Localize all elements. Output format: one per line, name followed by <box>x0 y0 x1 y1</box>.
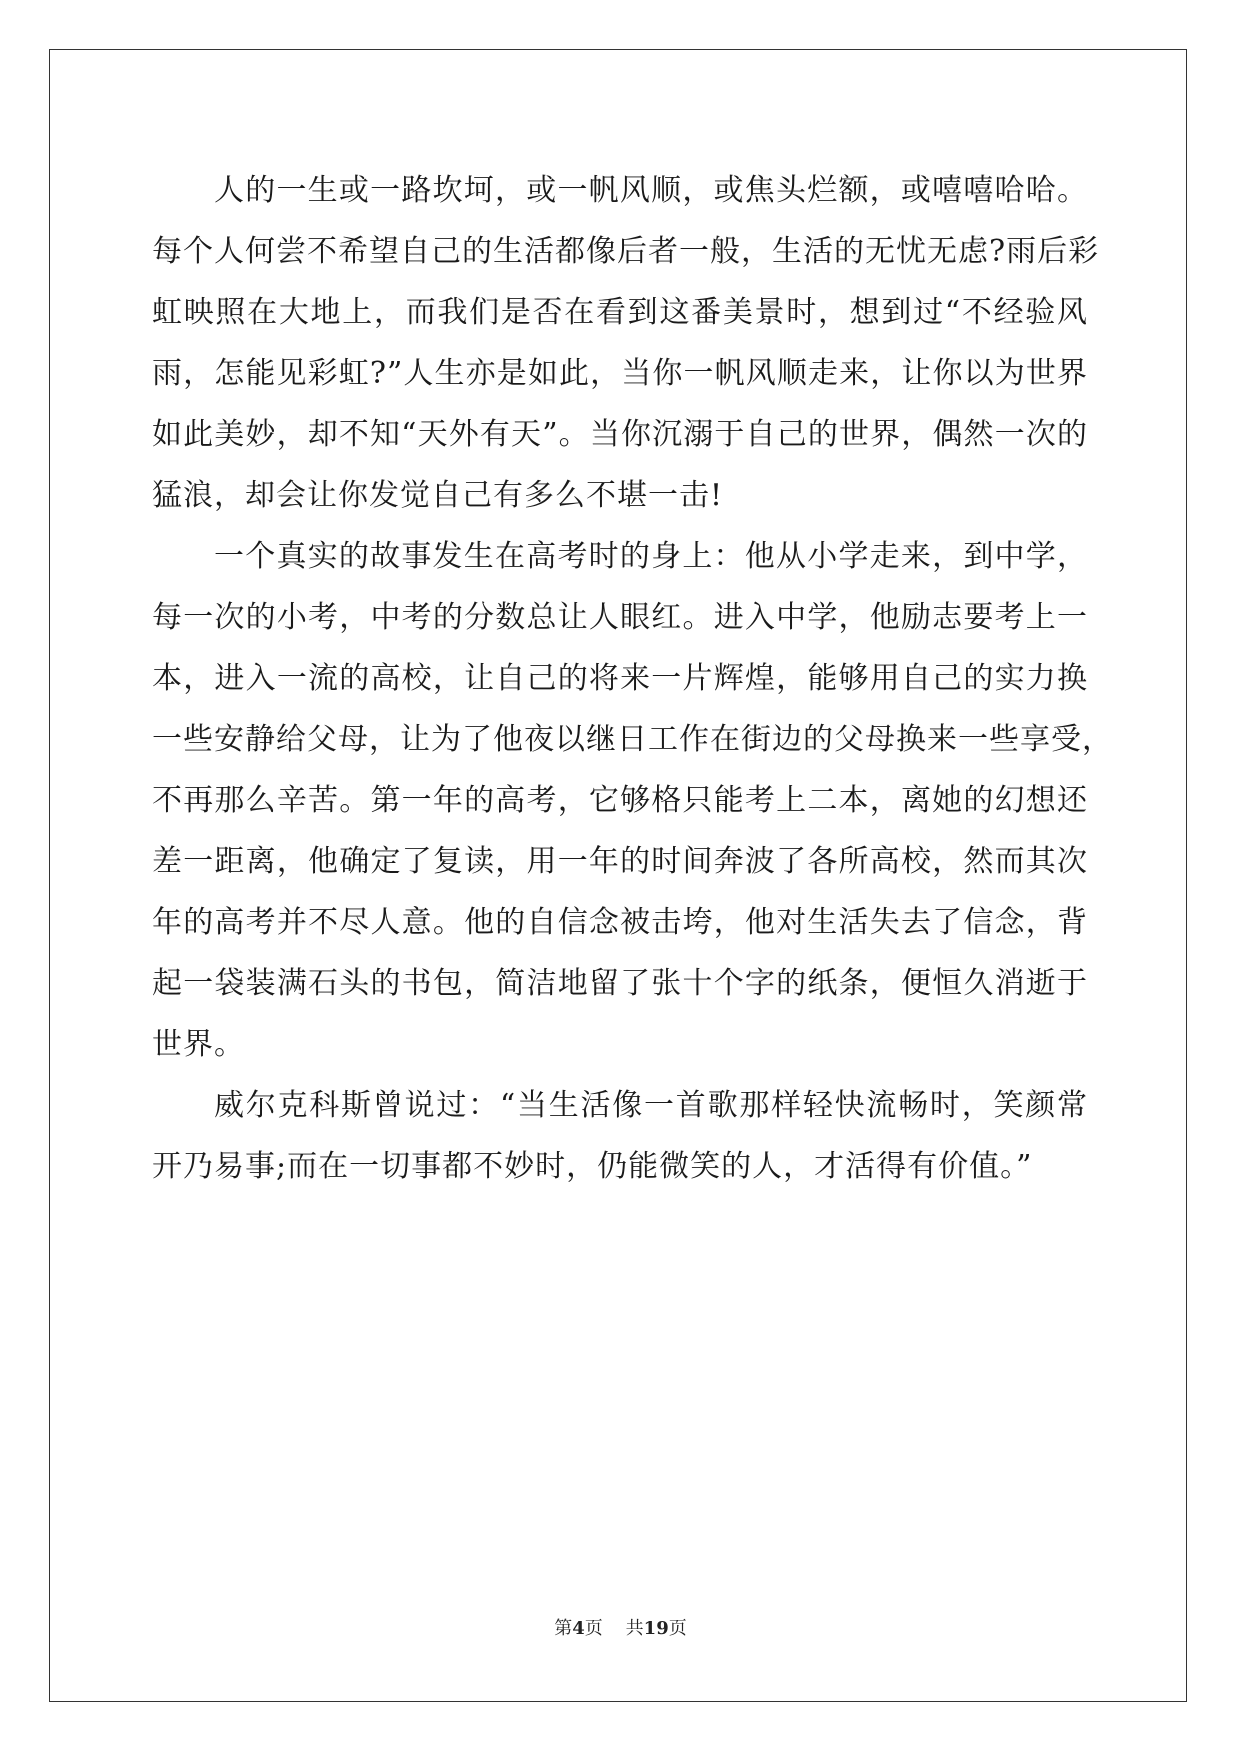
text-line: 起一袋装满石头的书包，简洁地留了张十个字的纸条，便恒久消逝于 <box>152 966 1088 1001</box>
text-line: 猛浪，却会让你发觉自己有多么不堪一击! <box>152 478 724 513</box>
text-line: 差一距离，他确定了复读，用一年的时间奔波了各所高校，然而其次 <box>152 844 1088 879</box>
total-pages: 19 <box>643 1618 669 1639</box>
text-line: 一些安静给父母，让为了他夜以继日工作在街边的父母换来一些享受， <box>152 722 1113 757</box>
page-footer <box>0 1614 1241 1640</box>
paragraph-1 <box>152 160 1100 526</box>
total-suffix: 页 <box>668 1618 687 1639</box>
total-prefix: 共 <box>625 1618 644 1639</box>
text-line: 雨，怎能见彩虹?”人生亦是如此，当你一帆风顺走来，让你以为世界 <box>152 356 1088 391</box>
text-line: 世界。 <box>152 1027 245 1062</box>
text-line: 如此美妙，却不知“天外有天”。当你沉溺于自己的世界，偶然一次的 <box>152 417 1088 452</box>
text-line: 每个人何尝不希望自己的生活都像后者一般，生活的无忧无虑?雨后彩 <box>152 234 1100 269</box>
text-line: 一个真实的故事发生在高考时的身上：他从小学走来，到中学， <box>214 539 1088 574</box>
text-line: 本，进入一流的高校，让自己的将来一片辉煌，能够用自己的实力换 <box>152 661 1088 696</box>
page-number: 4 <box>572 1618 585 1639</box>
page-suffix: 页 <box>584 1618 603 1639</box>
text-line: 开乃易事;而在一切事都不妙时，仍能微笑的人，才活得有价值。” <box>152 1149 1033 1184</box>
text-line: 不再那么辛苦。第一年的高考，它够格只能考上二本，离她的幻想还 <box>152 783 1088 818</box>
paragraph-3 <box>152 1075 1088 1197</box>
page-prefix: 第 <box>554 1618 573 1639</box>
text-line: 威尔克科斯曾说过：“当生活像一首歌那样轻快流畅时，笑颜常 <box>214 1088 1088 1123</box>
text-line: 虹映照在大地上，而我们是否在看到这番美景时，想到过“不经验风 <box>152 295 1088 330</box>
text-line: 每一次的小考，中考的分数总让人眼红。进入中学，他励志要考上一 <box>152 600 1088 635</box>
text-line: 年的高考并不尽人意。他的自信念被击垮，他对生活失去了信念，背 <box>152 905 1088 940</box>
document-body <box>152 160 1113 1197</box>
text-line: 人的一生或一路坎坷，或一帆风顺，或焦头烂额，或嘻嘻哈哈。 <box>214 173 1088 208</box>
paragraph-2 <box>152 526 1113 1075</box>
